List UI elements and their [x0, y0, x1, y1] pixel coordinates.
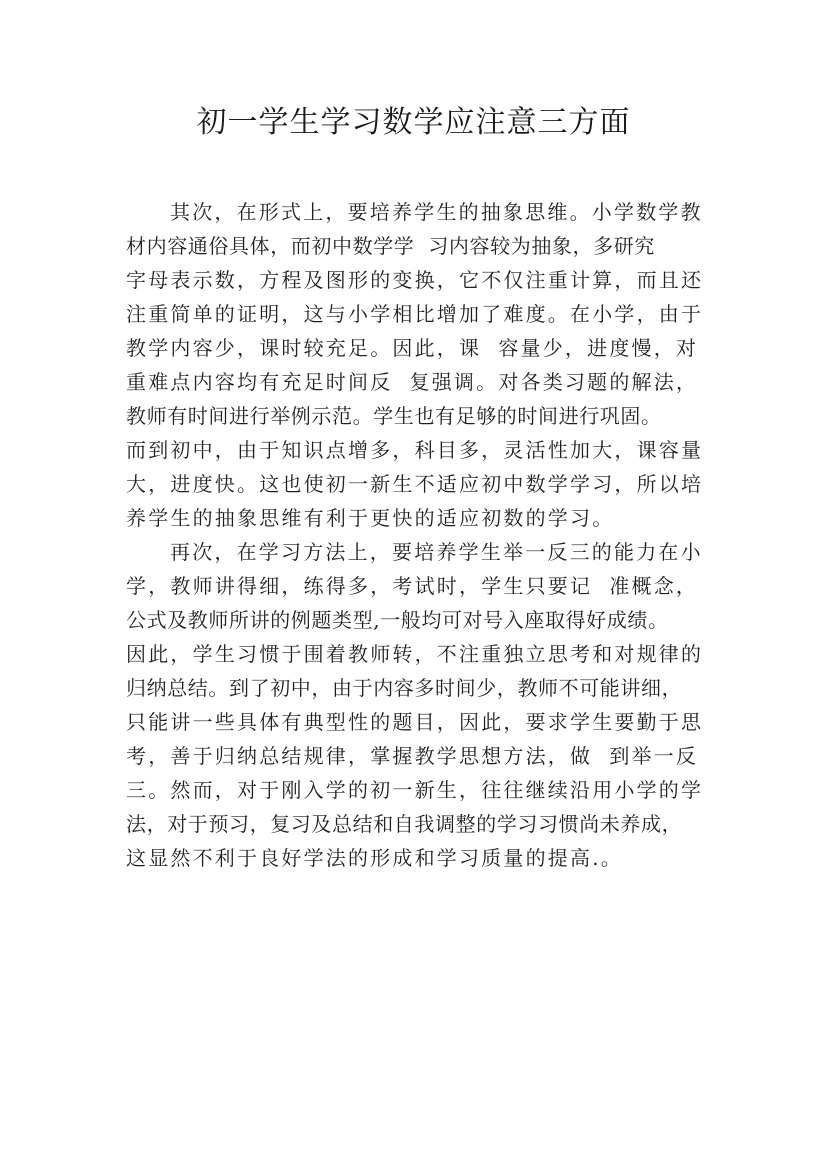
paragraph-line: 字母表示数，方程及图形的变换，它不仅注重计算，而且还: [126, 268, 704, 292]
paragraph-line: 教学内容少，课时较充足。因此，课 容量少，进度慢，对: [126, 336, 699, 360]
paragraph-1: [126, 195, 726, 535]
paragraph-line: 法，对于预习，复习及总结和自我调整的学习习惯尚未养成，: [126, 812, 683, 836]
paragraph-line: 其次，在形式上，要培养学生的抽象思维。小学数学教: [170, 200, 703, 224]
paragraph-line: 教师有时间进行举例示范。学生也有足够的时间进行巩固。: [126, 404, 662, 428]
paragraph-line: 养学生的抽象思维有利于更快的适应初数的学习。: [126, 506, 615, 530]
paragraph-line: 学，教师讲得细，练得多，考试时，学生只要记 准概念，: [126, 574, 699, 598]
paragraph-line: 归纳总结。到了初中，由于内容多时间少，教师不可能讲细，: [126, 676, 683, 700]
paragraph-line: 这显然不利于良好学法的形成和学习质量的提高.。: [126, 846, 623, 870]
paragraph-line: 再次，在学习方法上，要培养学生举一反三的能力在小: [170, 540, 703, 564]
paragraph-line: 只能讲一些具体有典型性的题目，因此，要求学生要勤于思: [126, 710, 704, 734]
paragraph-line: 注重简单的证明，这与小学相比增加了难度。在小学，由于: [126, 302, 704, 326]
paragraph-line: 公式及教师所讲的例题类型,一般均可对号入座取得好成绩。: [126, 608, 669, 632]
paragraph-line: 重难点内容均有充足时间反 复强调。对各类习题的解法，: [126, 370, 699, 394]
paragraph-2: [126, 535, 726, 875]
document-title: 初一学生学习数学应注意三方面: [196, 105, 631, 140]
paragraph-line: 三。然而，对于刚入学的初一新生，往往继续沿用小学的学: [126, 778, 704, 802]
paragraph-line: 材内容通俗具体，而初中数学学 习内容较为抽象，多研究: [126, 234, 655, 258]
paragraph-line: 而到初中，由于知识点增多，科目多，灵活性加大，课容量: [126, 438, 704, 462]
paragraph-line: 大，进度快。这也使初一新生不适应初中数学学习，所以培: [126, 472, 704, 496]
document-body: [126, 195, 726, 875]
paragraph-line: 因此，学生习惯于围着教师转，不注重独立思考和对规律的: [126, 642, 704, 666]
paragraph-line: 考，善于归纳总结规律，掌握教学思想方法，做 到举一反: [126, 744, 699, 768]
